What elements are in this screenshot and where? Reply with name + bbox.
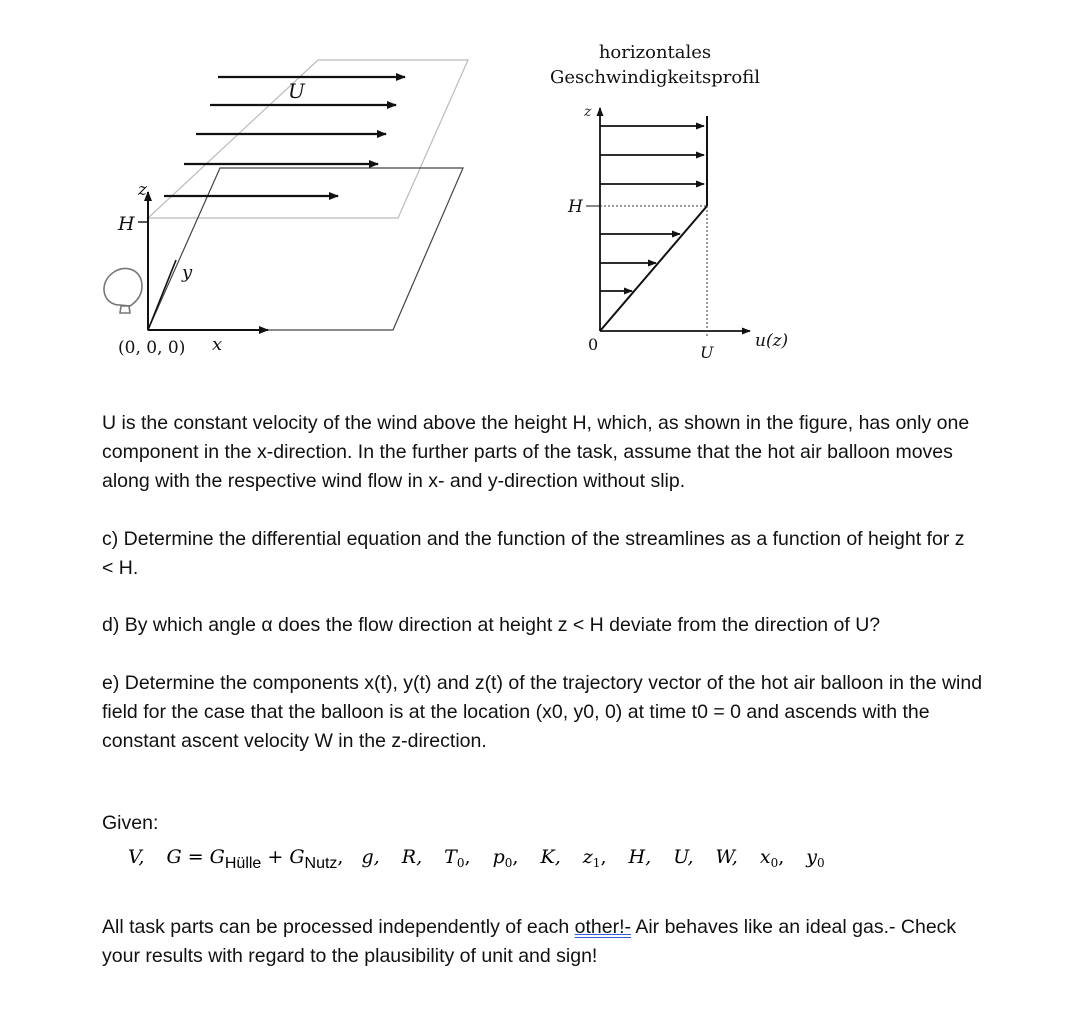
x-sub: 0 bbox=[770, 856, 779, 870]
t-comma: , bbox=[464, 846, 471, 868]
var-x0 bbox=[760, 846, 784, 868]
label-y: y bbox=[182, 262, 193, 283]
y-axis bbox=[148, 260, 176, 330]
label-u: U bbox=[288, 79, 305, 103]
profile-title-line1: horizontales bbox=[598, 42, 712, 63]
sub-huelle: Hülle bbox=[224, 855, 262, 872]
g-plus: + G bbox=[261, 846, 305, 868]
task-d: d) By which angle α does the flow direction at height z < H deviate from the direction of U? bbox=[102, 614, 881, 636]
var-p0 bbox=[493, 846, 519, 868]
intro-paragraph: U is the constant velocity of the wind above the height H, which, as shown in the figure, has only one component in the x-direction. In the further parts of the task, assume that the hot air balloon moves along with the respective wind flow in x- and y-direction without slip. bbox=[102, 412, 970, 492]
profile-linear-segment bbox=[600, 206, 707, 331]
profile-label-zero: 0 bbox=[588, 335, 599, 354]
t-letter: T bbox=[444, 846, 457, 868]
g-eq: G = G bbox=[166, 846, 225, 868]
z-letter: z bbox=[582, 846, 593, 868]
comma: , bbox=[337, 846, 344, 868]
label-h: H bbox=[118, 213, 135, 235]
var-v: V, bbox=[128, 846, 145, 868]
var-h: H, bbox=[628, 846, 652, 868]
var-t0 bbox=[444, 846, 470, 868]
given-label: Given: bbox=[102, 812, 159, 834]
task-c: c) Determine the differential equation and the function of the streamlines as a function of height for z < H. bbox=[102, 528, 965, 579]
final-note-link: other!- bbox=[574, 916, 631, 938]
p-comma: , bbox=[512, 846, 519, 868]
p-sub: 0 bbox=[504, 856, 513, 870]
x-comma: , bbox=[778, 846, 785, 868]
y-sub: 0 bbox=[817, 856, 825, 870]
profile-label-u: U bbox=[700, 343, 714, 362]
label-z: z bbox=[138, 180, 147, 200]
z-comma: , bbox=[600, 846, 607, 868]
wind-field-3d-figure bbox=[100, 50, 480, 370]
z-sub: 1 bbox=[592, 856, 601, 870]
label-origin: (0, 0, 0) bbox=[118, 338, 186, 358]
upper-plane bbox=[148, 60, 468, 218]
profile-title-line2: Geschwindigkeitsprofil bbox=[549, 67, 761, 88]
var-g-sum bbox=[166, 846, 344, 872]
given-variables bbox=[128, 846, 841, 873]
var-k: K, bbox=[540, 846, 561, 868]
profile-label-z: z bbox=[584, 104, 592, 120]
balloon-icon bbox=[104, 268, 142, 313]
label-x: x bbox=[212, 334, 223, 355]
velocity-profile-figure bbox=[540, 38, 800, 368]
var-z1 bbox=[583, 846, 607, 868]
var-r: R, bbox=[401, 846, 423, 868]
final-note-a: All task parts can be processed independently of each bbox=[102, 916, 575, 938]
profile-label-uz: u(z) bbox=[755, 331, 789, 351]
var-g: g, bbox=[361, 846, 380, 868]
final-note bbox=[102, 913, 982, 971]
x-letter: x bbox=[759, 846, 771, 868]
y-letter: y bbox=[806, 846, 818, 868]
p-letter: p bbox=[492, 846, 505, 868]
profile-label-h: H bbox=[568, 197, 583, 217]
task-e: e) Determine the components x(t), y(t) and z(t) of the trajectory vector of the hot air balloon in the wind field for the case that the balloon is at the location (x0, y0, 0) at time t0 = 0 and ascends with the constant ascent velocity W in the z-direction. bbox=[102, 672, 983, 752]
t-sub: 0 bbox=[456, 856, 465, 870]
var-u: U, bbox=[673, 846, 694, 868]
final-note-b: Air behaves like an ideal gas.- Check your results with regard to the plausibility of unit and sign! bbox=[102, 916, 957, 967]
var-w: W, bbox=[715, 846, 738, 868]
ground-plane bbox=[148, 168, 463, 330]
var-y0 bbox=[806, 846, 824, 868]
sub-nutz: Nutz bbox=[304, 855, 338, 872]
